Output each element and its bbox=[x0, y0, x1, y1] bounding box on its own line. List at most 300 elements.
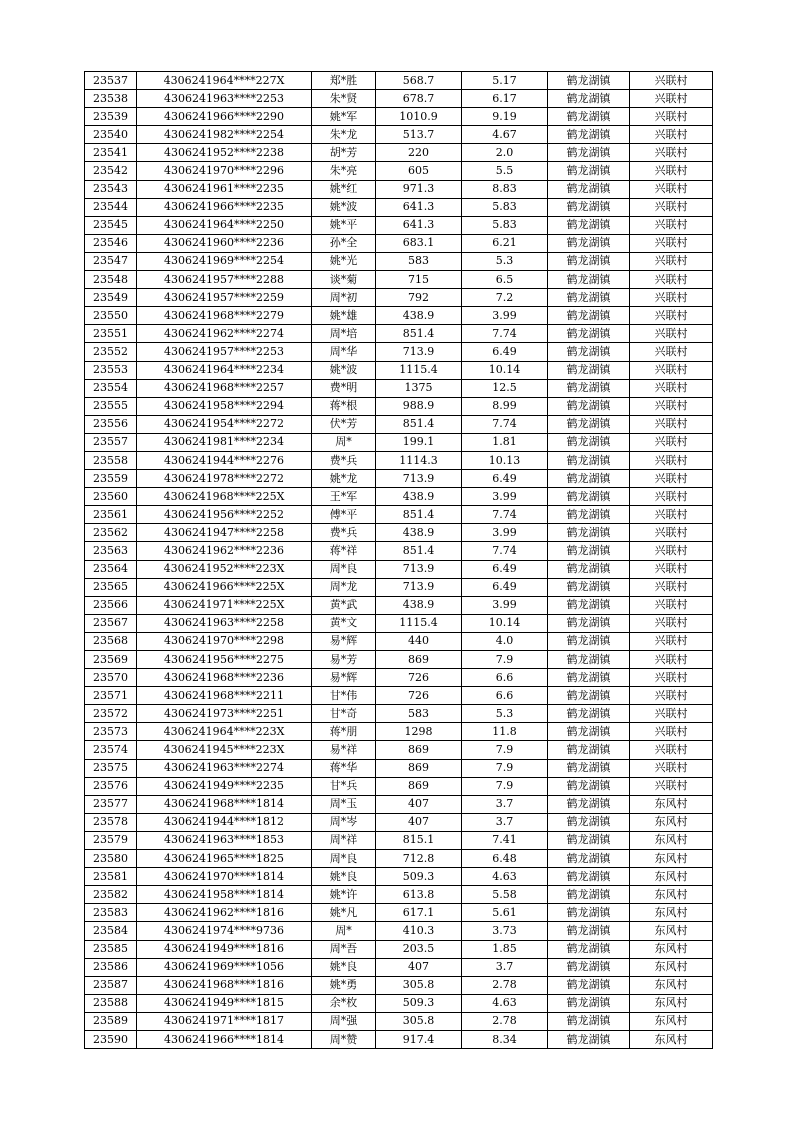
town-cell: 鹤龙湖镇 bbox=[548, 741, 630, 759]
area-cell: 1.81 bbox=[462, 433, 548, 451]
id-number-cell: 4306241954****2272 bbox=[137, 415, 312, 433]
town-cell: 鹤龙湖镇 bbox=[548, 669, 630, 687]
id-number-cell: 4306241963****2274 bbox=[137, 759, 312, 777]
amount-cell: 613.8 bbox=[376, 886, 462, 904]
amount-cell: 851.4 bbox=[376, 506, 462, 524]
serial-number-cell: 23566 bbox=[85, 596, 137, 614]
table-row bbox=[85, 741, 713, 759]
amount-cell: 583 bbox=[376, 252, 462, 270]
serial-number-cell: 23574 bbox=[85, 741, 137, 759]
table-row bbox=[85, 777, 713, 795]
serial-number-cell: 23553 bbox=[85, 361, 137, 379]
town-cell: 鹤龙湖镇 bbox=[548, 976, 630, 994]
table-row bbox=[85, 542, 713, 560]
area-cell: 7.9 bbox=[462, 759, 548, 777]
id-number-cell: 4306241962****2236 bbox=[137, 542, 312, 560]
village-cell: 兴联村 bbox=[630, 687, 713, 705]
serial-number-cell: 23541 bbox=[85, 144, 137, 162]
id-number-cell: 4306241964****2250 bbox=[137, 216, 312, 234]
name-cell: 周*华 bbox=[312, 343, 376, 361]
name-cell: 谈*菊 bbox=[312, 271, 376, 289]
amount-cell: 438.9 bbox=[376, 596, 462, 614]
document-page bbox=[84, 71, 712, 1049]
id-number-cell: 4306241952****223X bbox=[137, 560, 312, 578]
town-cell: 鹤龙湖镇 bbox=[548, 415, 630, 433]
name-cell: 甘*奇 bbox=[312, 705, 376, 723]
id-number-cell: 4306241968****2236 bbox=[137, 669, 312, 687]
id-number-cell: 4306241960****2236 bbox=[137, 234, 312, 252]
name-cell: 周*良 bbox=[312, 560, 376, 578]
table-row bbox=[85, 940, 713, 958]
table-row bbox=[85, 289, 713, 307]
town-cell: 鹤龙湖镇 bbox=[548, 451, 630, 469]
village-cell: 兴联村 bbox=[630, 651, 713, 669]
id-number-cell: 4306241952****2238 bbox=[137, 144, 312, 162]
id-number-cell: 4306241966****225X bbox=[137, 578, 312, 596]
name-cell: 甘*伟 bbox=[312, 687, 376, 705]
area-cell: 2.0 bbox=[462, 144, 548, 162]
area-cell: 3.99 bbox=[462, 307, 548, 325]
id-number-cell: 4306241961****2235 bbox=[137, 180, 312, 198]
table-row bbox=[85, 705, 713, 723]
name-cell: 姚*勇 bbox=[312, 976, 376, 994]
serial-number-cell: 23548 bbox=[85, 271, 137, 289]
id-number-cell: 4306241971****1817 bbox=[137, 1012, 312, 1030]
id-number-cell: 4306241944****1812 bbox=[137, 813, 312, 831]
village-cell: 东风村 bbox=[630, 994, 713, 1012]
table-row bbox=[85, 470, 713, 488]
name-cell: 周* bbox=[312, 922, 376, 940]
amount-cell: 726 bbox=[376, 669, 462, 687]
serial-number-cell: 23544 bbox=[85, 198, 137, 216]
serial-number-cell: 23564 bbox=[85, 560, 137, 578]
name-cell: 周*赞 bbox=[312, 1030, 376, 1048]
table-row bbox=[85, 886, 713, 904]
town-cell: 鹤龙湖镇 bbox=[548, 252, 630, 270]
id-number-cell: 4306241964****227X bbox=[137, 72, 312, 90]
table-row bbox=[85, 144, 713, 162]
area-cell: 10.14 bbox=[462, 361, 548, 379]
town-cell: 鹤龙湖镇 bbox=[548, 524, 630, 542]
area-cell: 1.85 bbox=[462, 940, 548, 958]
amount-cell: 605 bbox=[376, 162, 462, 180]
amount-cell: 713.9 bbox=[376, 343, 462, 361]
serial-number-cell: 23571 bbox=[85, 687, 137, 705]
name-cell: 周*吾 bbox=[312, 940, 376, 958]
id-number-cell: 4306241963****1853 bbox=[137, 831, 312, 849]
id-number-cell: 4306241973****2251 bbox=[137, 705, 312, 723]
serial-number-cell: 23582 bbox=[85, 886, 137, 904]
table-row bbox=[85, 578, 713, 596]
amount-cell: 851.4 bbox=[376, 415, 462, 433]
serial-number-cell: 23568 bbox=[85, 632, 137, 650]
village-cell: 兴联村 bbox=[630, 506, 713, 524]
table-body bbox=[85, 72, 713, 1049]
table-row bbox=[85, 162, 713, 180]
area-cell: 6.21 bbox=[462, 234, 548, 252]
amount-cell: 713.9 bbox=[376, 560, 462, 578]
village-cell: 兴联村 bbox=[630, 705, 713, 723]
village-cell: 东风村 bbox=[630, 976, 713, 994]
table-row bbox=[85, 361, 713, 379]
area-cell: 6.6 bbox=[462, 687, 548, 705]
town-cell: 鹤龙湖镇 bbox=[548, 126, 630, 144]
area-cell: 8.83 bbox=[462, 180, 548, 198]
table-row bbox=[85, 126, 713, 144]
table-row bbox=[85, 759, 713, 777]
table-row bbox=[85, 976, 713, 994]
serial-number-cell: 23560 bbox=[85, 488, 137, 506]
table-row bbox=[85, 108, 713, 126]
village-cell: 兴联村 bbox=[630, 126, 713, 144]
area-cell: 6.48 bbox=[462, 850, 548, 868]
amount-cell: 509.3 bbox=[376, 868, 462, 886]
village-cell: 兴联村 bbox=[630, 271, 713, 289]
village-cell: 兴联村 bbox=[630, 90, 713, 108]
area-cell: 5.61 bbox=[462, 904, 548, 922]
name-cell: 蒋*朋 bbox=[312, 723, 376, 741]
table-row bbox=[85, 397, 713, 415]
name-cell: 周*岑 bbox=[312, 813, 376, 831]
amount-cell: 869 bbox=[376, 759, 462, 777]
id-number-cell: 4306241957****2253 bbox=[137, 343, 312, 361]
serial-number-cell: 23539 bbox=[85, 108, 137, 126]
id-number-cell: 4306241965****1825 bbox=[137, 850, 312, 868]
village-cell: 兴联村 bbox=[630, 343, 713, 361]
table-row bbox=[85, 922, 713, 940]
id-number-cell: 4306241968****1814 bbox=[137, 795, 312, 813]
id-number-cell: 4306241963****2258 bbox=[137, 614, 312, 632]
serial-number-cell: 23585 bbox=[85, 940, 137, 958]
village-cell: 兴联村 bbox=[630, 325, 713, 343]
amount-cell: 988.9 bbox=[376, 397, 462, 415]
town-cell: 鹤龙湖镇 bbox=[548, 940, 630, 958]
amount-cell: 715 bbox=[376, 271, 462, 289]
village-cell: 东风村 bbox=[630, 831, 713, 849]
records-table bbox=[84, 71, 713, 1049]
area-cell: 8.34 bbox=[462, 1030, 548, 1048]
serial-number-cell: 23575 bbox=[85, 759, 137, 777]
amount-cell: 509.3 bbox=[376, 994, 462, 1012]
name-cell: 黄*武 bbox=[312, 596, 376, 614]
area-cell: 5.58 bbox=[462, 886, 548, 904]
serial-number-cell: 23537 bbox=[85, 72, 137, 90]
id-number-cell: 4306241970****2298 bbox=[137, 632, 312, 650]
village-cell: 东风村 bbox=[630, 958, 713, 976]
village-cell: 兴联村 bbox=[630, 723, 713, 741]
name-cell: 易*辉 bbox=[312, 632, 376, 650]
table-row bbox=[85, 723, 713, 741]
serial-number-cell: 23563 bbox=[85, 542, 137, 560]
table-row bbox=[85, 90, 713, 108]
id-number-cell: 4306241966****1814 bbox=[137, 1030, 312, 1048]
table-row bbox=[85, 795, 713, 813]
name-cell: 姚*良 bbox=[312, 958, 376, 976]
amount-cell: 641.3 bbox=[376, 198, 462, 216]
town-cell: 鹤龙湖镇 bbox=[548, 850, 630, 868]
town-cell: 鹤龙湖镇 bbox=[548, 271, 630, 289]
table-row bbox=[85, 904, 713, 922]
area-cell: 6.49 bbox=[462, 578, 548, 596]
name-cell: 孙*全 bbox=[312, 234, 376, 252]
town-cell: 鹤龙湖镇 bbox=[548, 144, 630, 162]
serial-number-cell: 23543 bbox=[85, 180, 137, 198]
village-cell: 东风村 bbox=[630, 1012, 713, 1030]
village-cell: 东风村 bbox=[630, 850, 713, 868]
id-number-cell: 4306241962****1816 bbox=[137, 904, 312, 922]
village-cell: 兴联村 bbox=[630, 632, 713, 650]
name-cell: 余*枚 bbox=[312, 994, 376, 1012]
serial-number-cell: 23567 bbox=[85, 614, 137, 632]
amount-cell: 438.9 bbox=[376, 524, 462, 542]
name-cell: 姚*凡 bbox=[312, 904, 376, 922]
town-cell: 鹤龙湖镇 bbox=[548, 72, 630, 90]
name-cell: 费*明 bbox=[312, 379, 376, 397]
town-cell: 鹤龙湖镇 bbox=[548, 325, 630, 343]
town-cell: 鹤龙湖镇 bbox=[548, 759, 630, 777]
town-cell: 鹤龙湖镇 bbox=[548, 488, 630, 506]
table-row bbox=[85, 1012, 713, 1030]
serial-number-cell: 23578 bbox=[85, 813, 137, 831]
town-cell: 鹤龙湖镇 bbox=[548, 614, 630, 632]
id-number-cell: 4306241970****2296 bbox=[137, 162, 312, 180]
amount-cell: 712.8 bbox=[376, 850, 462, 868]
town-cell: 鹤龙湖镇 bbox=[548, 307, 630, 325]
amount-cell: 305.8 bbox=[376, 976, 462, 994]
area-cell: 6.17 bbox=[462, 90, 548, 108]
id-number-cell: 4306241964****223X bbox=[137, 723, 312, 741]
serial-number-cell: 23557 bbox=[85, 433, 137, 451]
name-cell: 易*辉 bbox=[312, 669, 376, 687]
area-cell: 2.78 bbox=[462, 1012, 548, 1030]
table-row bbox=[85, 850, 713, 868]
amount-cell: 869 bbox=[376, 651, 462, 669]
id-number-cell: 4306241982****2254 bbox=[137, 126, 312, 144]
village-cell: 东风村 bbox=[630, 922, 713, 940]
area-cell: 6.49 bbox=[462, 560, 548, 578]
area-cell: 3.7 bbox=[462, 813, 548, 831]
area-cell: 3.73 bbox=[462, 922, 548, 940]
village-cell: 东风村 bbox=[630, 1030, 713, 1048]
table-row bbox=[85, 1030, 713, 1048]
village-cell: 兴联村 bbox=[630, 741, 713, 759]
amount-cell: 410.3 bbox=[376, 922, 462, 940]
name-cell: 周*强 bbox=[312, 1012, 376, 1030]
name-cell: 朱*龙 bbox=[312, 126, 376, 144]
town-cell: 鹤龙湖镇 bbox=[548, 108, 630, 126]
table-row bbox=[85, 632, 713, 650]
id-number-cell: 4306241957****2259 bbox=[137, 289, 312, 307]
area-cell: 7.9 bbox=[462, 777, 548, 795]
village-cell: 兴联村 bbox=[630, 216, 713, 234]
name-cell: 姚*军 bbox=[312, 108, 376, 126]
name-cell: 周*初 bbox=[312, 289, 376, 307]
name-cell: 周*培 bbox=[312, 325, 376, 343]
table-row bbox=[85, 994, 713, 1012]
id-number-cell: 4306241968****225X bbox=[137, 488, 312, 506]
amount-cell: 438.9 bbox=[376, 488, 462, 506]
town-cell: 鹤龙湖镇 bbox=[548, 723, 630, 741]
name-cell: 伏*芳 bbox=[312, 415, 376, 433]
name-cell: 蒋*根 bbox=[312, 397, 376, 415]
serial-number-cell: 23584 bbox=[85, 922, 137, 940]
town-cell: 鹤龙湖镇 bbox=[548, 90, 630, 108]
amount-cell: 1375 bbox=[376, 379, 462, 397]
town-cell: 鹤龙湖镇 bbox=[548, 162, 630, 180]
village-cell: 兴联村 bbox=[630, 470, 713, 488]
name-cell: 易*芳 bbox=[312, 651, 376, 669]
town-cell: 鹤龙湖镇 bbox=[548, 289, 630, 307]
id-number-cell: 4306241956****2275 bbox=[137, 651, 312, 669]
serial-number-cell: 23552 bbox=[85, 343, 137, 361]
name-cell: 甘*兵 bbox=[312, 777, 376, 795]
table-row bbox=[85, 524, 713, 542]
name-cell: 姚*龙 bbox=[312, 470, 376, 488]
table-row bbox=[85, 252, 713, 270]
area-cell: 6.6 bbox=[462, 669, 548, 687]
town-cell: 鹤龙湖镇 bbox=[548, 632, 630, 650]
area-cell: 5.17 bbox=[462, 72, 548, 90]
table-row bbox=[85, 813, 713, 831]
id-number-cell: 4306241968****2257 bbox=[137, 379, 312, 397]
table-row bbox=[85, 868, 713, 886]
name-cell: 胡*芳 bbox=[312, 144, 376, 162]
serial-number-cell: 23554 bbox=[85, 379, 137, 397]
name-cell: 周*龙 bbox=[312, 578, 376, 596]
area-cell: 7.2 bbox=[462, 289, 548, 307]
area-cell: 3.99 bbox=[462, 488, 548, 506]
id-number-cell: 4306241944****2276 bbox=[137, 451, 312, 469]
serial-number-cell: 23561 bbox=[85, 506, 137, 524]
table-row bbox=[85, 271, 713, 289]
area-cell: 7.74 bbox=[462, 325, 548, 343]
amount-cell: 1010.9 bbox=[376, 108, 462, 126]
id-number-cell: 4306241974****9736 bbox=[137, 922, 312, 940]
serial-number-cell: 23551 bbox=[85, 325, 137, 343]
amount-cell: 851.4 bbox=[376, 325, 462, 343]
serial-number-cell: 23562 bbox=[85, 524, 137, 542]
id-number-cell: 4306241966****2290 bbox=[137, 108, 312, 126]
id-number-cell: 4306241949****1815 bbox=[137, 994, 312, 1012]
amount-cell: 1114.3 bbox=[376, 451, 462, 469]
serial-number-cell: 23542 bbox=[85, 162, 137, 180]
amount-cell: 851.4 bbox=[376, 542, 462, 560]
amount-cell: 407 bbox=[376, 958, 462, 976]
area-cell: 10.13 bbox=[462, 451, 548, 469]
id-number-cell: 4306241963****2253 bbox=[137, 90, 312, 108]
serial-number-cell: 23590 bbox=[85, 1030, 137, 1048]
table-row bbox=[85, 831, 713, 849]
town-cell: 鹤龙湖镇 bbox=[548, 886, 630, 904]
table-row bbox=[85, 325, 713, 343]
village-cell: 兴联村 bbox=[630, 596, 713, 614]
town-cell: 鹤龙湖镇 bbox=[548, 922, 630, 940]
area-cell: 3.7 bbox=[462, 795, 548, 813]
table-row bbox=[85, 596, 713, 614]
serial-number-cell: 23555 bbox=[85, 397, 137, 415]
town-cell: 鹤龙湖镇 bbox=[548, 542, 630, 560]
id-number-cell: 4306241949****1816 bbox=[137, 940, 312, 958]
area-cell: 9.19 bbox=[462, 108, 548, 126]
village-cell: 兴联村 bbox=[630, 108, 713, 126]
name-cell: 姚*波 bbox=[312, 198, 376, 216]
village-cell: 兴联村 bbox=[630, 560, 713, 578]
serial-number-cell: 23577 bbox=[85, 795, 137, 813]
area-cell: 7.9 bbox=[462, 741, 548, 759]
amount-cell: 792 bbox=[376, 289, 462, 307]
serial-number-cell: 23550 bbox=[85, 307, 137, 325]
town-cell: 鹤龙湖镇 bbox=[548, 795, 630, 813]
town-cell: 鹤龙湖镇 bbox=[548, 831, 630, 849]
village-cell: 东风村 bbox=[630, 795, 713, 813]
town-cell: 鹤龙湖镇 bbox=[548, 470, 630, 488]
amount-cell: 869 bbox=[376, 777, 462, 795]
town-cell: 鹤龙湖镇 bbox=[548, 216, 630, 234]
amount-cell: 203.5 bbox=[376, 940, 462, 958]
town-cell: 鹤龙湖镇 bbox=[548, 958, 630, 976]
table-row bbox=[85, 216, 713, 234]
serial-number-cell: 23538 bbox=[85, 90, 137, 108]
table-row bbox=[85, 687, 713, 705]
amount-cell: 713.9 bbox=[376, 470, 462, 488]
area-cell: 7.74 bbox=[462, 415, 548, 433]
id-number-cell: 4306241970****1814 bbox=[137, 868, 312, 886]
village-cell: 兴联村 bbox=[630, 379, 713, 397]
serial-number-cell: 23540 bbox=[85, 126, 137, 144]
serial-number-cell: 23547 bbox=[85, 252, 137, 270]
name-cell: 姚*平 bbox=[312, 216, 376, 234]
village-cell: 兴联村 bbox=[630, 397, 713, 415]
town-cell: 鹤龙湖镇 bbox=[548, 433, 630, 451]
amount-cell: 869 bbox=[376, 741, 462, 759]
amount-cell: 1115.4 bbox=[376, 614, 462, 632]
amount-cell: 713.9 bbox=[376, 578, 462, 596]
serial-number-cell: 23583 bbox=[85, 904, 137, 922]
amount-cell: 971.3 bbox=[376, 180, 462, 198]
amount-cell: 678.7 bbox=[376, 90, 462, 108]
name-cell: 蒋*华 bbox=[312, 759, 376, 777]
town-cell: 鹤龙湖镇 bbox=[548, 343, 630, 361]
area-cell: 7.9 bbox=[462, 651, 548, 669]
table-row bbox=[85, 343, 713, 361]
village-cell: 兴联村 bbox=[630, 578, 713, 596]
table-row bbox=[85, 415, 713, 433]
name-cell: 王*军 bbox=[312, 488, 376, 506]
village-cell: 兴联村 bbox=[630, 289, 713, 307]
name-cell: 姚*红 bbox=[312, 180, 376, 198]
village-cell: 东风村 bbox=[630, 940, 713, 958]
name-cell: 费*兵 bbox=[312, 524, 376, 542]
table-row bbox=[85, 433, 713, 451]
table-row bbox=[85, 198, 713, 216]
amount-cell: 617.1 bbox=[376, 904, 462, 922]
serial-number-cell: 23572 bbox=[85, 705, 137, 723]
table-row bbox=[85, 72, 713, 90]
amount-cell: 583 bbox=[376, 705, 462, 723]
village-cell: 兴联村 bbox=[630, 415, 713, 433]
area-cell: 7.74 bbox=[462, 506, 548, 524]
village-cell: 东风村 bbox=[630, 868, 713, 886]
amount-cell: 407 bbox=[376, 813, 462, 831]
town-cell: 鹤龙湖镇 bbox=[548, 379, 630, 397]
village-cell: 兴联村 bbox=[630, 488, 713, 506]
area-cell: 5.3 bbox=[462, 252, 548, 270]
table-row bbox=[85, 669, 713, 687]
area-cell: 6.5 bbox=[462, 271, 548, 289]
town-cell: 鹤龙湖镇 bbox=[548, 198, 630, 216]
serial-number-cell: 23581 bbox=[85, 868, 137, 886]
serial-number-cell: 23573 bbox=[85, 723, 137, 741]
